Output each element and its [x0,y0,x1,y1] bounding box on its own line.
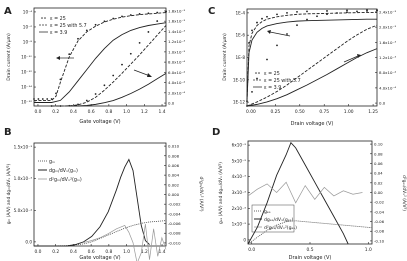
series--25-left-point [296,11,298,13]
series--25-left-point [256,22,258,24]
series--25-left-point [346,10,348,12]
series--25-right-point [104,84,106,86]
x-tick-label: 0.8 [105,250,113,255]
y2-tick-label: 0.04 [374,170,383,176]
series--25-left-point [77,38,79,40]
y-tick-label: 10⁻⁴ [22,9,32,15]
panel-a-legend [39,16,87,36]
y2-tick-label: 4.0x10⁻⁴ [168,80,186,86]
panel-d-letter: D [212,127,221,138]
legend-marker-dots [255,72,257,74]
series--25-right-point [326,13,328,15]
y-tick-label: 10⁻¹⁴ [21,84,32,90]
y-tick-label: 4x10⁻³ [231,174,246,180]
y2-tick-label: 1.6x10⁻³ [168,18,186,24]
series--25-right-point [296,24,298,26]
panel-a-ylabel: Drain current (A/μm) [7,33,12,81]
y-tick-label: 3x10⁻³ [231,190,246,195]
y-tick-label: 5x10⁻³ [231,158,246,164]
y2-tick-label: 8.0x10⁻⁴ [168,59,186,65]
panel-a-xlabel: Gate voltage (V) [79,119,121,125]
y2-tick-label: 1.4x10⁻³ [168,28,186,34]
panel-c-plot [233,9,397,115]
y2-tick-label: -0.008 [168,230,181,236]
y-tick-label: 1E-6 [235,32,245,38]
y2-tick-label: 2.0x10⁻⁴ [168,90,186,96]
y2-tick-label: -0.002 [168,201,181,207]
series--25-right-point [286,33,288,35]
x-tick-label: 0.75 [319,110,330,115]
plot-layer [14,8,397,261]
panel-a-letter: A [4,6,12,17]
x-tick-label: 0.0 [34,110,42,115]
y2-tick-label: 4.0x10⁻⁴ [379,85,397,91]
x-tick-label: 1.4 [158,110,166,115]
legend-entry: ε = 25 [264,72,280,77]
y-tick-label: 0.0 [25,239,32,245]
legend-entry: gₑₛ [264,210,271,215]
x-tick-label: 1.0 [364,248,372,253]
series--25-left-point [261,18,263,20]
series--25-left-point [42,98,44,100]
y2-tick-label: -0.08 [374,228,385,234]
legend-entry: ε = 25 with 5.7 [264,79,301,84]
series--25-right-point [276,44,278,46]
x-tick-label: 0.00 [246,110,256,115]
panel-c-ylabel: Drain current (A/μm) [223,33,228,81]
y-tick-label: 1.5x10⁻³ [13,144,32,150]
panel-c-legend [253,71,301,91]
x-tick-label: 0.0 [248,248,256,253]
series--25-left-point [276,13,278,15]
series--25-right-point [95,93,97,95]
panel-a-arrow-right [134,70,152,77]
series--25-left-point [251,29,253,31]
y2-tick-label: 8.0x10⁻⁴ [379,70,397,76]
legend-entry: d²gₘ/dVₓ²(gₘ) [49,178,82,183]
series--25-left-point [306,11,308,13]
series--3-9-right [247,49,377,106]
y2-tick-label: 6.0x10⁻⁴ [168,69,186,75]
y2-tick-label: 0.0 [168,100,175,106]
series--25-left-point [266,16,268,18]
series--25-right-point [376,10,378,12]
panel-a-arrow-left [56,56,74,60]
y2-tick-label: -0.006 [168,221,181,227]
panel-c [208,6,377,127]
y2-tick-label: -0.010 [168,240,181,246]
series--25-right-point [316,15,318,17]
panel-c-arrow-left [267,30,290,36]
series--25-left-point [38,98,40,100]
series--25-left-point [104,20,106,22]
series--25-left-point [286,12,288,14]
panel-d-xlabel: Drain voltage (V) [288,255,332,261]
panel-c-xlabel: Drain voltage (V) [290,121,334,127]
series--25-left-point [139,13,141,15]
series--25-left-point [326,10,328,12]
panel-d-ylabel-right: d²gₑₛ/dVₓ² (A/V³) [401,175,406,211]
series--25-left-point [46,98,48,100]
x-tick-label: 0.0 [34,250,42,255]
series--25-right-point [86,100,88,102]
legend-entry: ε = 25 with 5.7 [50,24,87,29]
series--25-right-point [306,19,308,21]
series--25-right-point [121,64,123,66]
y2-tick-label: -0.004 [168,211,181,217]
y2-tick-label: 2.4x10⁻³ [379,9,397,15]
y-tick-label: 5.0x10⁻⁴ [13,207,32,213]
x-tick-label: 1.2 [140,110,148,115]
y2-tick-label: 0.02 [374,180,383,186]
legend-entry: ε = 3.9 [50,31,68,36]
series--25-right-point [165,10,167,12]
y2-tick-label: 0.08 [374,151,383,157]
x-tick-label: 1.4 [158,250,166,255]
panel-a-frame [34,8,166,106]
y-tick-label: 1.0x10⁻³ [13,176,32,182]
y-tick-label: 10⁻⁶ [22,24,32,30]
x-tick-label: 0.2 [52,110,60,115]
panel-b-ylabel-right: d²gₘ/dVₓ² (A/V³) [198,176,203,212]
y2-tick-label: 0.00 [374,190,383,195]
y2-tick-label: 1.0x10⁻³ [168,49,186,55]
legend-entry: ε = 25 [50,17,66,22]
y2-tick-label: 0.000 [168,192,180,197]
series--25-right-point [346,11,348,13]
series--25-right-point [130,53,132,55]
y-tick-label: 10⁻¹² [21,69,32,75]
series-d-g-dv-g--left [248,182,362,203]
x-tick-label: 0.4 [69,250,77,255]
legend-marker-dots [258,72,260,74]
series--25-with-5-7-right [52,25,166,106]
legend-entry: ε = 3.9 [264,86,282,91]
series--25-right-point [266,59,268,61]
x-tick-label: 0.2 [52,250,60,255]
y-tick-label: 2x10⁻³ [231,205,246,211]
y2-tick-label: 0.008 [168,153,180,159]
panel-c-arrow-right [344,54,361,62]
panel-d-plot [232,142,385,253]
x-tick-label: 0.25 [270,110,281,115]
y2-tick-label: -0.10 [374,238,385,244]
y-tick-label: 1E-8 [235,55,245,60]
y2-tick-label: 1.2x10⁻³ [168,39,186,45]
series--25-right-point [336,12,338,14]
x-tick-label: 1.25 [368,110,378,115]
y2-tick-label: 1.8x10⁻³ [168,8,186,14]
y-tick-label: 1E-4 [235,10,245,16]
y-tick-label: 10⁻¹⁰ [21,54,32,60]
x-tick-label: 0.5 [306,248,314,253]
legend-entry: dgₘ/dVₓ(gₘ) [49,169,78,174]
series--25-left-point [33,98,35,100]
y2-tick-label: 1.6x10⁻³ [379,39,397,45]
series--25-left-point [68,53,70,55]
x-tick-label: 0.6 [87,250,95,255]
x-tick-label: 1.00 [343,110,354,115]
y2-tick-label: 0.0 [379,100,386,106]
y2-tick-label: 1.2x10⁻³ [379,55,397,60]
series--25-right-point [256,78,258,80]
x-tick-label: 1.2 [140,250,148,255]
y2-tick-label: -0.06 [374,219,385,225]
panel-b-letter: B [4,127,12,138]
y2-tick-label: 0.010 [168,143,180,149]
y-tick-label: 1x10⁻³ [231,221,246,227]
panel-d-ylabel: gₑₛ (A/V) and dgₑₛ/dVₓ (A/V²) [219,162,224,224]
y-tick-label: 0 [243,237,246,243]
x-tick-label: 1.0 [123,110,131,115]
series--25-right-point [139,42,141,44]
legend-entry: gₘ [49,160,56,165]
legend-marker-dots [41,17,43,19]
x-tick-label: 1.0 [123,250,131,255]
x-tick-label: 0.6 [87,110,95,115]
series--25-left-point [95,24,97,26]
y2-tick-label: -0.02 [374,199,385,205]
x-tick-label: 0.8 [105,110,113,115]
y2-tick-label: -0.04 [374,209,385,215]
y2-tick-label: 0.004 [168,172,180,178]
y-tick-label: 1E-10 [232,77,245,83]
y-tick-label: 1E-12 [232,99,245,105]
series--25-with-5-7-right [247,25,377,106]
series--25-right-point [251,91,253,93]
x-tick-label: 0.50 [294,110,305,115]
y-tick-label: 10⁻⁸ [22,39,32,45]
legend-entry: dgₑₛ/dVₓ(gₑₛ) [264,218,294,223]
legend-marker-dots [44,17,46,19]
series--25-right-point [356,11,358,13]
panel-b-ylabel: gₘ (A/V) and dgₘ/dVₓ (A/V²) [7,163,12,225]
y2-tick-label: 0.006 [168,162,180,168]
series--25-right-point [148,31,150,33]
y-tick-label: 10⁻¹⁶ [21,99,32,105]
panel-c-letter: C [208,6,216,17]
legend-entry: d²gₑₛ/dVₓ²(gₑₛ) [264,226,297,231]
y2-tick-label: 2.0x10⁻³ [379,24,397,30]
y-tick-label: 6x10⁻³ [231,142,246,148]
y2-tick-label: 0.06 [374,160,383,166]
series--25-right-point [112,75,114,77]
y2-tick-label: 0.002 [168,182,180,188]
x-tick-label: 0.4 [69,110,77,115]
panel-d-legend [252,205,297,232]
panel-a-plot [21,8,185,115]
panel-b-legend [38,160,82,183]
series--25-right-point [156,20,158,22]
y2-tick-label: 0.10 [374,141,383,147]
series--25-right-point [366,10,368,12]
panel-b-xlabel: Gate voltage (V) [79,255,121,261]
